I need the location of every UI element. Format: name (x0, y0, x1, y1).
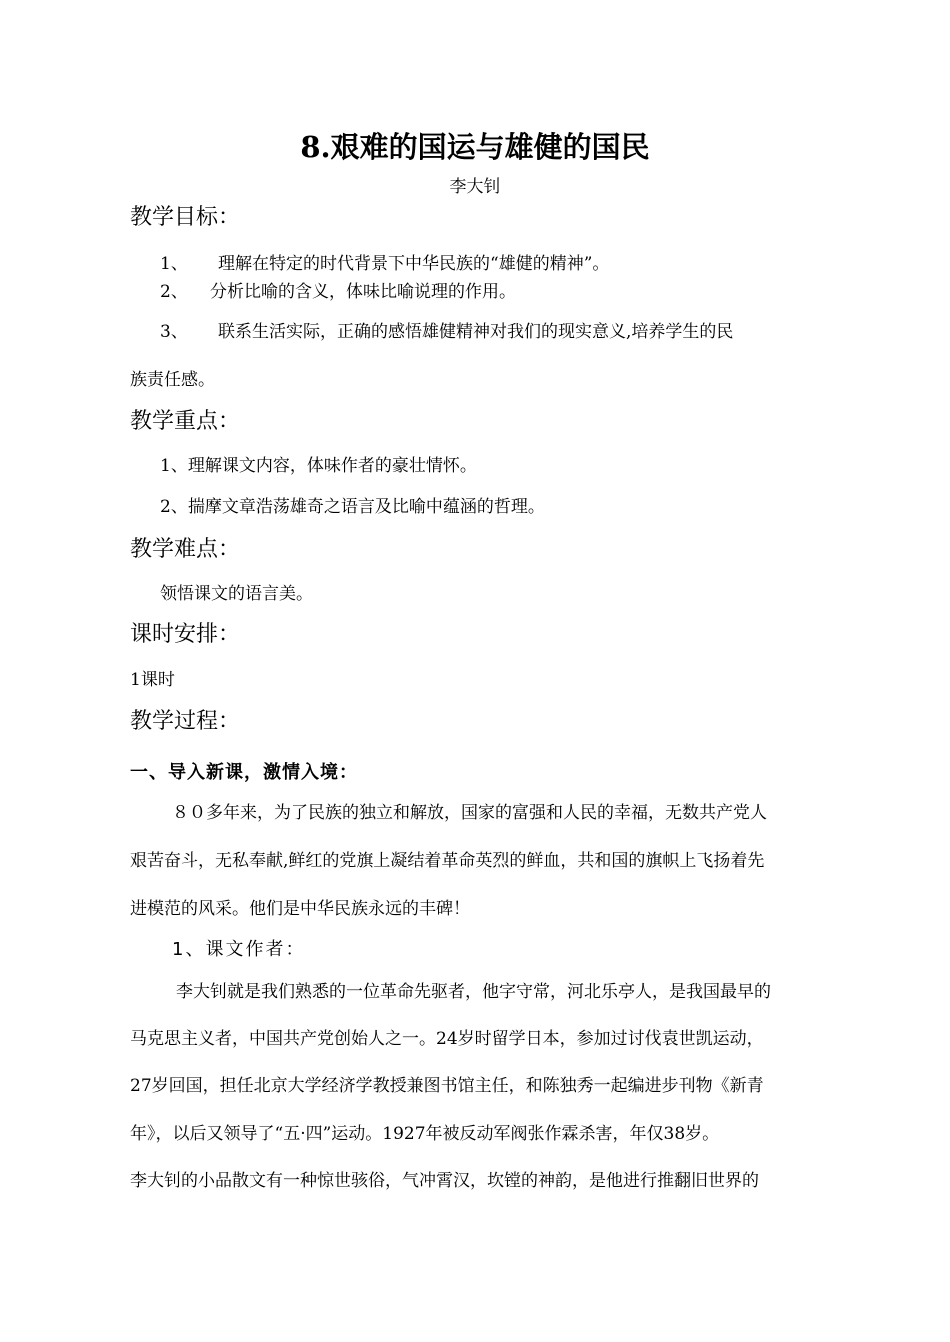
goal-text-continued: 族责任感。 (130, 370, 215, 390)
paragraph-line: 李大钊的小品散文有一种惊世骇俗，气冲霄汉，坎镗的神韵，是他进行推翻旧世界的 (130, 1171, 759, 1191)
heading-schedule: 课时安排： (130, 622, 241, 647)
schedule-text: 1课时 (130, 670, 175, 690)
paragraph-line: 艰苦奋斗，无私奉献,鲜红的党旗上凝结着革命英烈的鲜血，共和国的旗帜上飞扬着先 (130, 851, 765, 871)
difficulty-text: 领悟课文的语言美。 (160, 584, 313, 604)
goal-text: 分析比喻的含义，体味比喻说理的作用。 (210, 282, 516, 302)
goal-item (160, 280, 516, 304)
subheading-introduction: 一、导入新课，激情入境： (130, 762, 358, 783)
paragraph-line: 年》，以后又领导了“五·四”运动。1927年被反动军阀张作霖杀害，年仅38岁。 (130, 1124, 720, 1144)
subheading-author: 1、课文作者： (172, 939, 306, 960)
goal-text: 理解在特定的时代背景下中华民族的“雄健的精神”。 (218, 254, 610, 274)
heading-difficulties: 教学难点： (130, 537, 241, 562)
paragraph-line: 进模范的风采。他们是中华民族永远的丰碑！ (130, 899, 470, 919)
goal-item (160, 320, 733, 344)
document-title: 8.艰难的国运与雄健的国民 (300, 130, 650, 164)
paragraph-line: ８０多年来，为了民族的独立和解放，国家的富强和人民的幸福，无数共产党人 (172, 803, 767, 823)
goal-number: 1、 (160, 254, 188, 274)
goal-text: 联系生活实际，正确的感悟雄健精神对我们的现实意义,培养学生的民 (218, 322, 734, 342)
goal-number: 2、 (160, 282, 188, 302)
goal-item (160, 252, 609, 276)
heading-key-points: 教学重点： (130, 409, 241, 434)
paragraph-line: 马克思主义者，中国共产党创始人之一。24岁时留学日本，参加过讨伐袁世凯运动， (130, 1029, 764, 1049)
heading-goals: 教学目标： (130, 205, 241, 230)
paragraph-line: 李大钊就是我们熟悉的一位革命先驱者，他字守常，河北乐亭人，是我国最早的 (176, 982, 771, 1002)
author-name: 李大钊 (449, 177, 501, 197)
key-point-item: 1、理解课文内容，体味作者的豪壮情怀。 (160, 456, 477, 476)
heading-process: 教学过程： (130, 709, 241, 734)
goal-number: 3、 (160, 322, 188, 342)
key-point-item: 2、揣摩文章浩荡雄奇之语言及比喻中蕴涵的哲理。 (160, 497, 545, 517)
paragraph-line: 27岁回国，担任北京大学经济学教授兼图书馆主任，和陈独秀一起编进步刊物《新青 (130, 1076, 764, 1096)
